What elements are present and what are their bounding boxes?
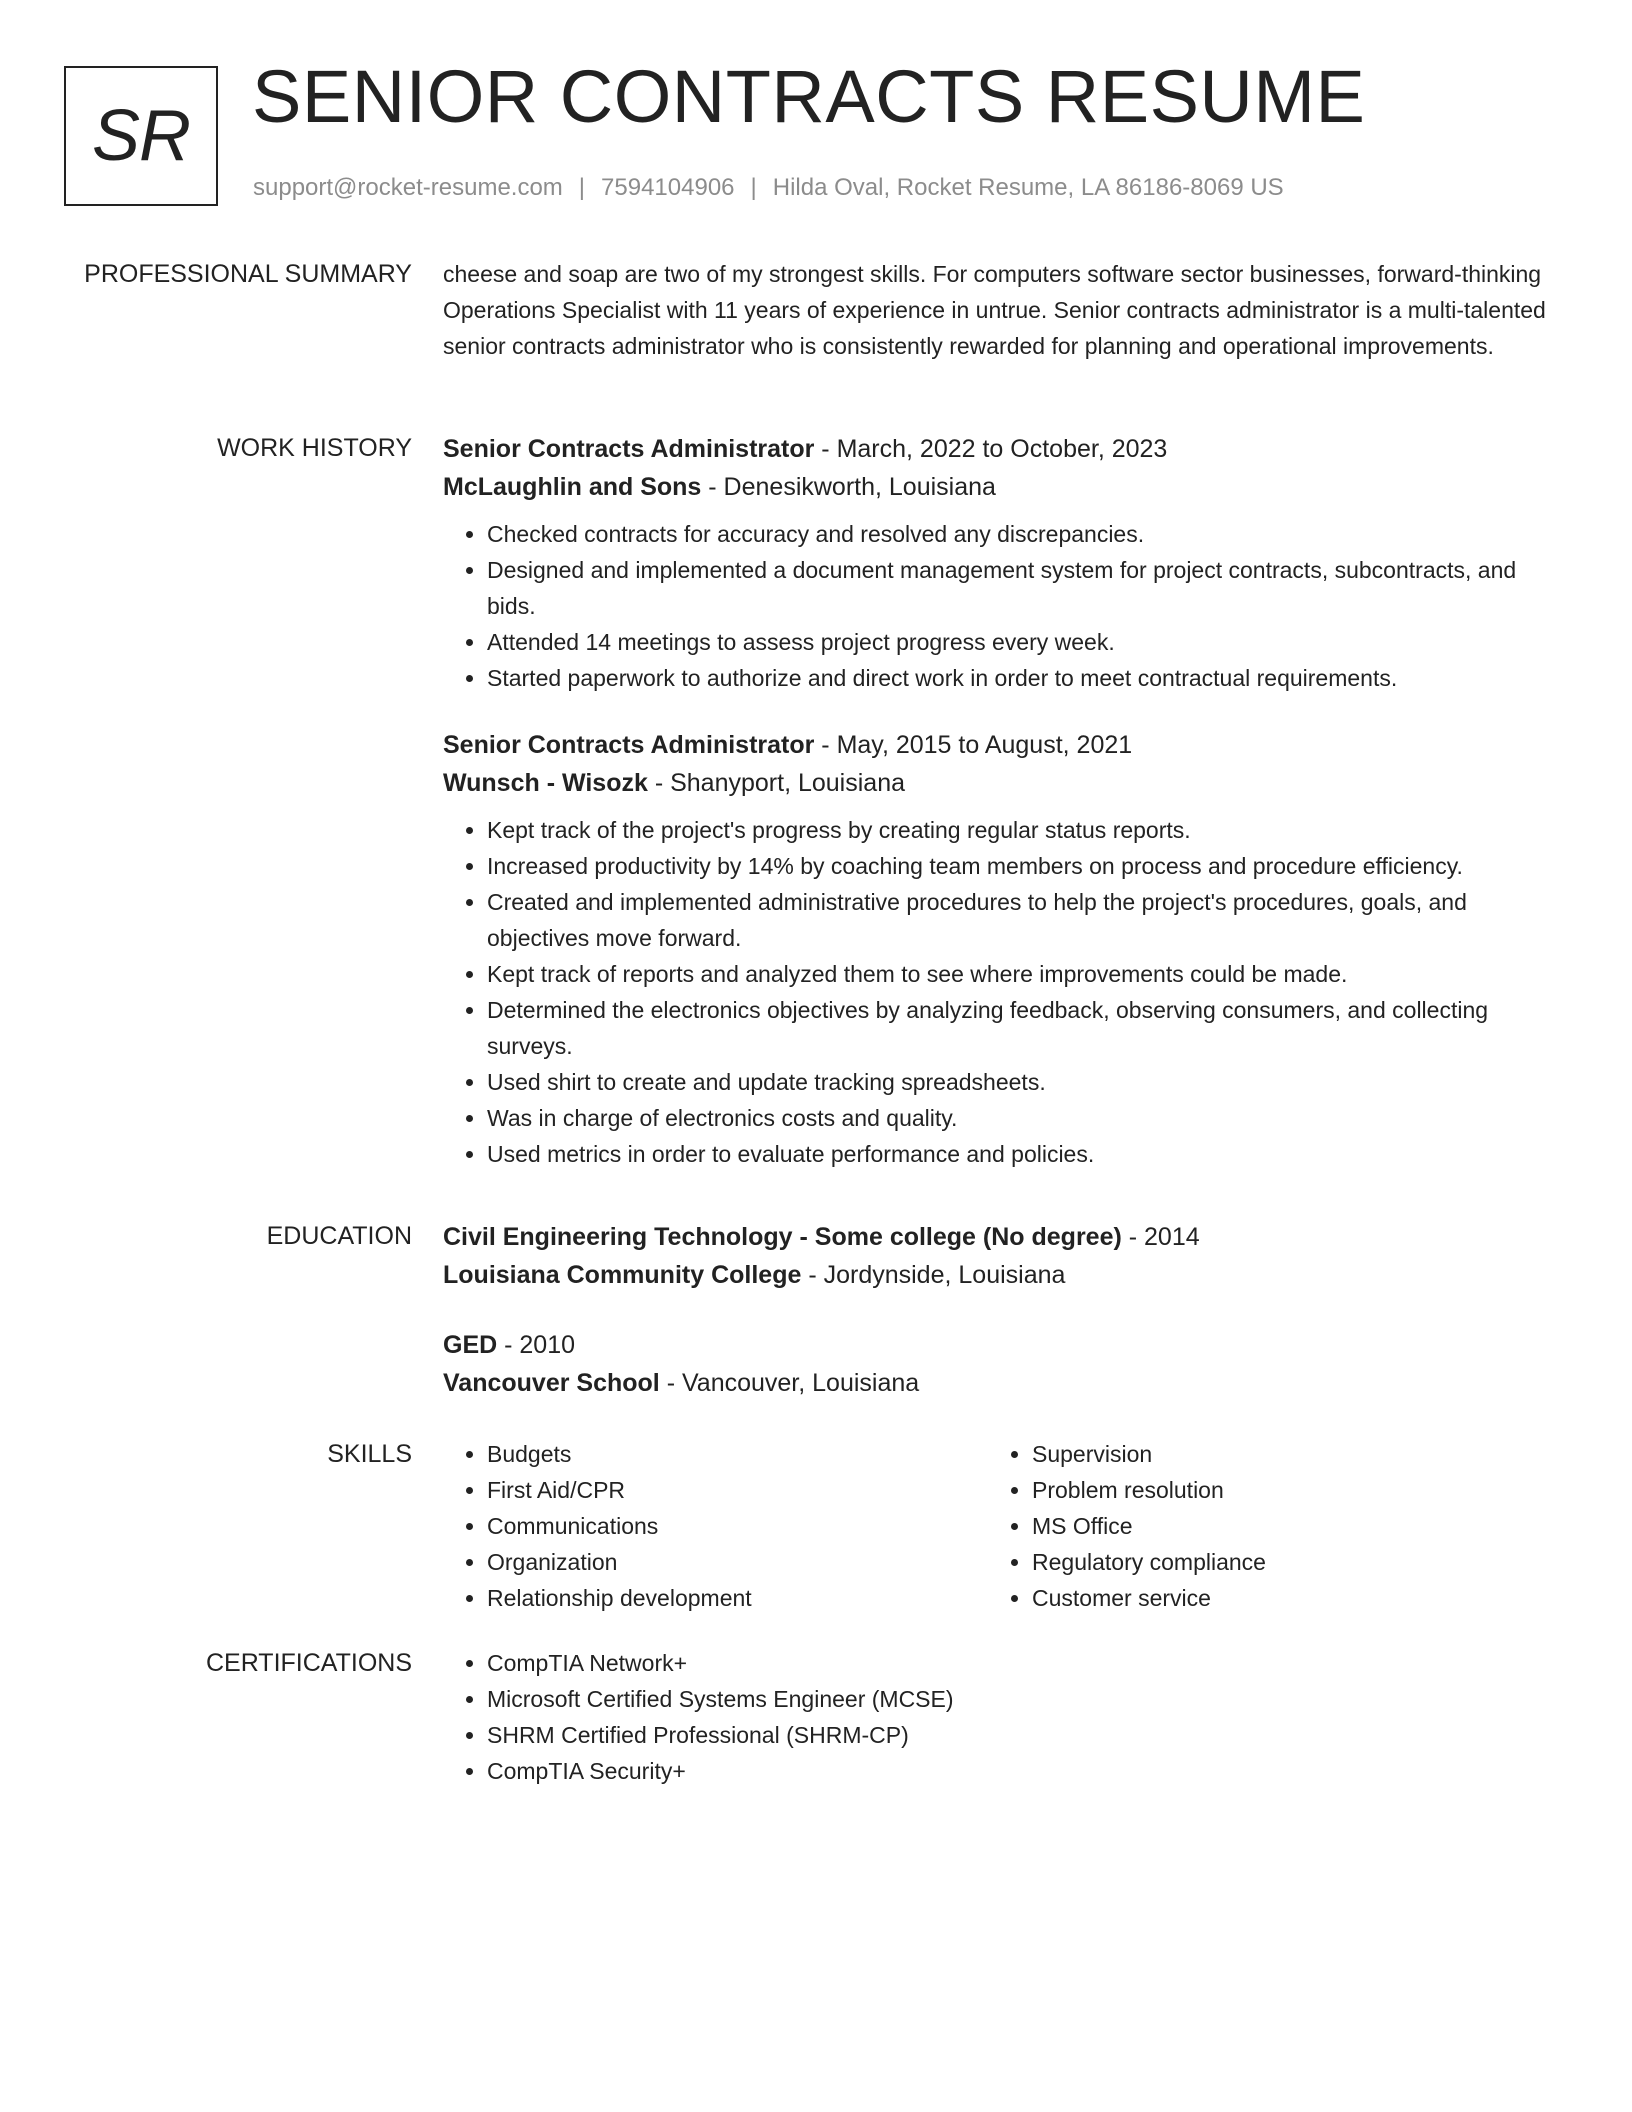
skill-item: • Supervision bbox=[1032, 1436, 1533, 1472]
job-location: - Shanyport, Louisiana bbox=[647, 769, 905, 797]
contact-line bbox=[253, 174, 1284, 202]
skill-item: • First Aid/CPR bbox=[487, 1472, 988, 1508]
education-school: Louisiana Community College bbox=[443, 1261, 802, 1289]
job-entry bbox=[443, 430, 1553, 696]
education-degree: GED bbox=[443, 1331, 498, 1359]
job-bullet: • Used shirt to create and update tracking spreadsheets. bbox=[487, 1064, 1553, 1100]
skill-item: • MS Office bbox=[1032, 1508, 1533, 1544]
job-bullet: • Started paperwork to authorize and direct work in order to meet contractual requirements. bbox=[487, 660, 1553, 696]
job-bullet: • Was in charge of electronics costs and quality. bbox=[487, 1100, 1553, 1136]
education-school-line bbox=[443, 1364, 1553, 1402]
summary-body bbox=[443, 256, 1553, 364]
education-body bbox=[443, 1218, 1553, 1402]
certification-item: • SHRM Certified Professional (SHRM-CP) bbox=[487, 1717, 1553, 1753]
education-degree-line bbox=[443, 1326, 1553, 1364]
certification-item: • Microsoft Certified Systems Engineer (MCSE) bbox=[487, 1681, 1553, 1717]
skills-column-left bbox=[443, 1436, 988, 1616]
education-location: - Vancouver, Louisiana bbox=[659, 1369, 920, 1397]
summary-label: PROFESSIONAL SUMMARY bbox=[84, 260, 412, 288]
skill-item: • Organization bbox=[487, 1544, 988, 1580]
job-bullet: • Checked contracts for accuracy and resolved any discrepancies. bbox=[487, 516, 1553, 552]
job-bullet: • Increased productivity by 14% by coaching team members on process and procedure efficiency. bbox=[487, 848, 1553, 884]
job-title: Senior Contracts Administrator bbox=[443, 435, 815, 463]
certification-item: • CompTIA Network+ bbox=[487, 1645, 1553, 1681]
skill-item: • Problem resolution bbox=[1032, 1472, 1533, 1508]
certifications-list bbox=[443, 1645, 1553, 1789]
job-company-line bbox=[443, 764, 1553, 802]
certifications-label: CERTIFICATIONS bbox=[205, 1649, 412, 1677]
job-bullet: • Used metrics in order to evaluate performance and policies. bbox=[487, 1136, 1553, 1172]
skills-label: SKILLS bbox=[327, 1440, 412, 1468]
work-body bbox=[443, 430, 1553, 1172]
contact-phone: 7594104906 bbox=[601, 174, 735, 201]
skills-list bbox=[988, 1436, 1533, 1616]
skill-item: • Communications bbox=[487, 1508, 988, 1544]
education-school: Vancouver School bbox=[443, 1369, 660, 1397]
skill-item: • Relationship development bbox=[487, 1580, 988, 1616]
job-bullet: • Kept track of reports and analyzed them to see where improvements could be made. bbox=[487, 956, 1553, 992]
skill-item: • Customer service bbox=[1032, 1580, 1533, 1616]
job-bullet: • Kept track of the project's progress by creating regular status reports. bbox=[487, 812, 1553, 848]
certification-item: • CompTIA Security+ bbox=[487, 1753, 1553, 1789]
monogram-box bbox=[64, 66, 218, 206]
skills-grid bbox=[443, 1436, 1553, 1616]
job-bullet: • Determined the electronics objectives by analyzing feedback, observing consumers, and collecting surveys. bbox=[487, 992, 1553, 1064]
job-location: - Denesikworth, Louisiana bbox=[701, 473, 996, 501]
job-title-line bbox=[443, 726, 1553, 764]
summary-text: cheese and soap are two of my strongest skills. For computers software sector businesses, forward-thinking Operations Specialist with 11 years of experience in untrue. Senior contracts administrator is a multi-talented senior contracts administrator who is consistently rewarded for planning and operational improvements. bbox=[443, 261, 1546, 359]
job-entry bbox=[443, 726, 1553, 1172]
skills-column-right bbox=[988, 1436, 1533, 1616]
skill-item: • Budgets bbox=[487, 1436, 988, 1472]
education-entry bbox=[443, 1218, 1553, 1294]
contact-email: support@rocket-resume.com bbox=[253, 174, 563, 201]
job-dates: - May, 2015 to August, 2021 bbox=[814, 731, 1133, 759]
monogram-initials: SR bbox=[91, 96, 191, 176]
job-bullets bbox=[443, 812, 1553, 1172]
education-entry bbox=[443, 1326, 1553, 1402]
certifications-body bbox=[443, 1645, 1553, 1789]
contact-address: Hilda Oval, Rocket Resume, LA 86186-8069 US bbox=[772, 174, 1284, 201]
education-location: - Jordynside, Louisiana bbox=[801, 1261, 1066, 1289]
education-year: - 2014 bbox=[1121, 1223, 1200, 1251]
skill-item: • Regulatory compliance bbox=[1032, 1544, 1533, 1580]
job-company: Wunsch - Wisozk bbox=[443, 769, 648, 797]
education-degree: Civil Engineering Technology - Some college (No degree) bbox=[443, 1223, 1122, 1251]
job-company-line bbox=[443, 468, 1553, 506]
education-label: EDUCATION bbox=[266, 1222, 412, 1250]
job-dates: - March, 2022 to October, 2023 bbox=[814, 435, 1168, 463]
work-label: WORK HISTORY bbox=[217, 434, 412, 462]
contact-separator: | bbox=[578, 174, 586, 201]
job-bullet: • Designed and implemented a document management system for project contracts, subcontracts, and bids. bbox=[487, 552, 1553, 624]
education-degree-line bbox=[443, 1218, 1553, 1256]
skills-body bbox=[443, 1436, 1553, 1616]
skills-list bbox=[443, 1436, 988, 1616]
job-bullet: • Attended 14 meetings to assess project progress every week. bbox=[487, 624, 1553, 660]
contact-separator: | bbox=[750, 174, 757, 201]
job-bullets bbox=[443, 516, 1553, 696]
education-year: - 2010 bbox=[497, 1331, 576, 1359]
resume-title: SENIOR CONTRACTS RESUME bbox=[252, 55, 1366, 138]
job-bullet: • Created and implemented administrative procedures to help the project's procedures, goals, and objectives move forward. bbox=[487, 884, 1553, 956]
job-title-line bbox=[443, 430, 1553, 468]
job-company: McLaughlin and Sons bbox=[443, 473, 702, 501]
job-title: Senior Contracts Administrator bbox=[443, 731, 815, 759]
education-school-line bbox=[443, 1256, 1553, 1294]
